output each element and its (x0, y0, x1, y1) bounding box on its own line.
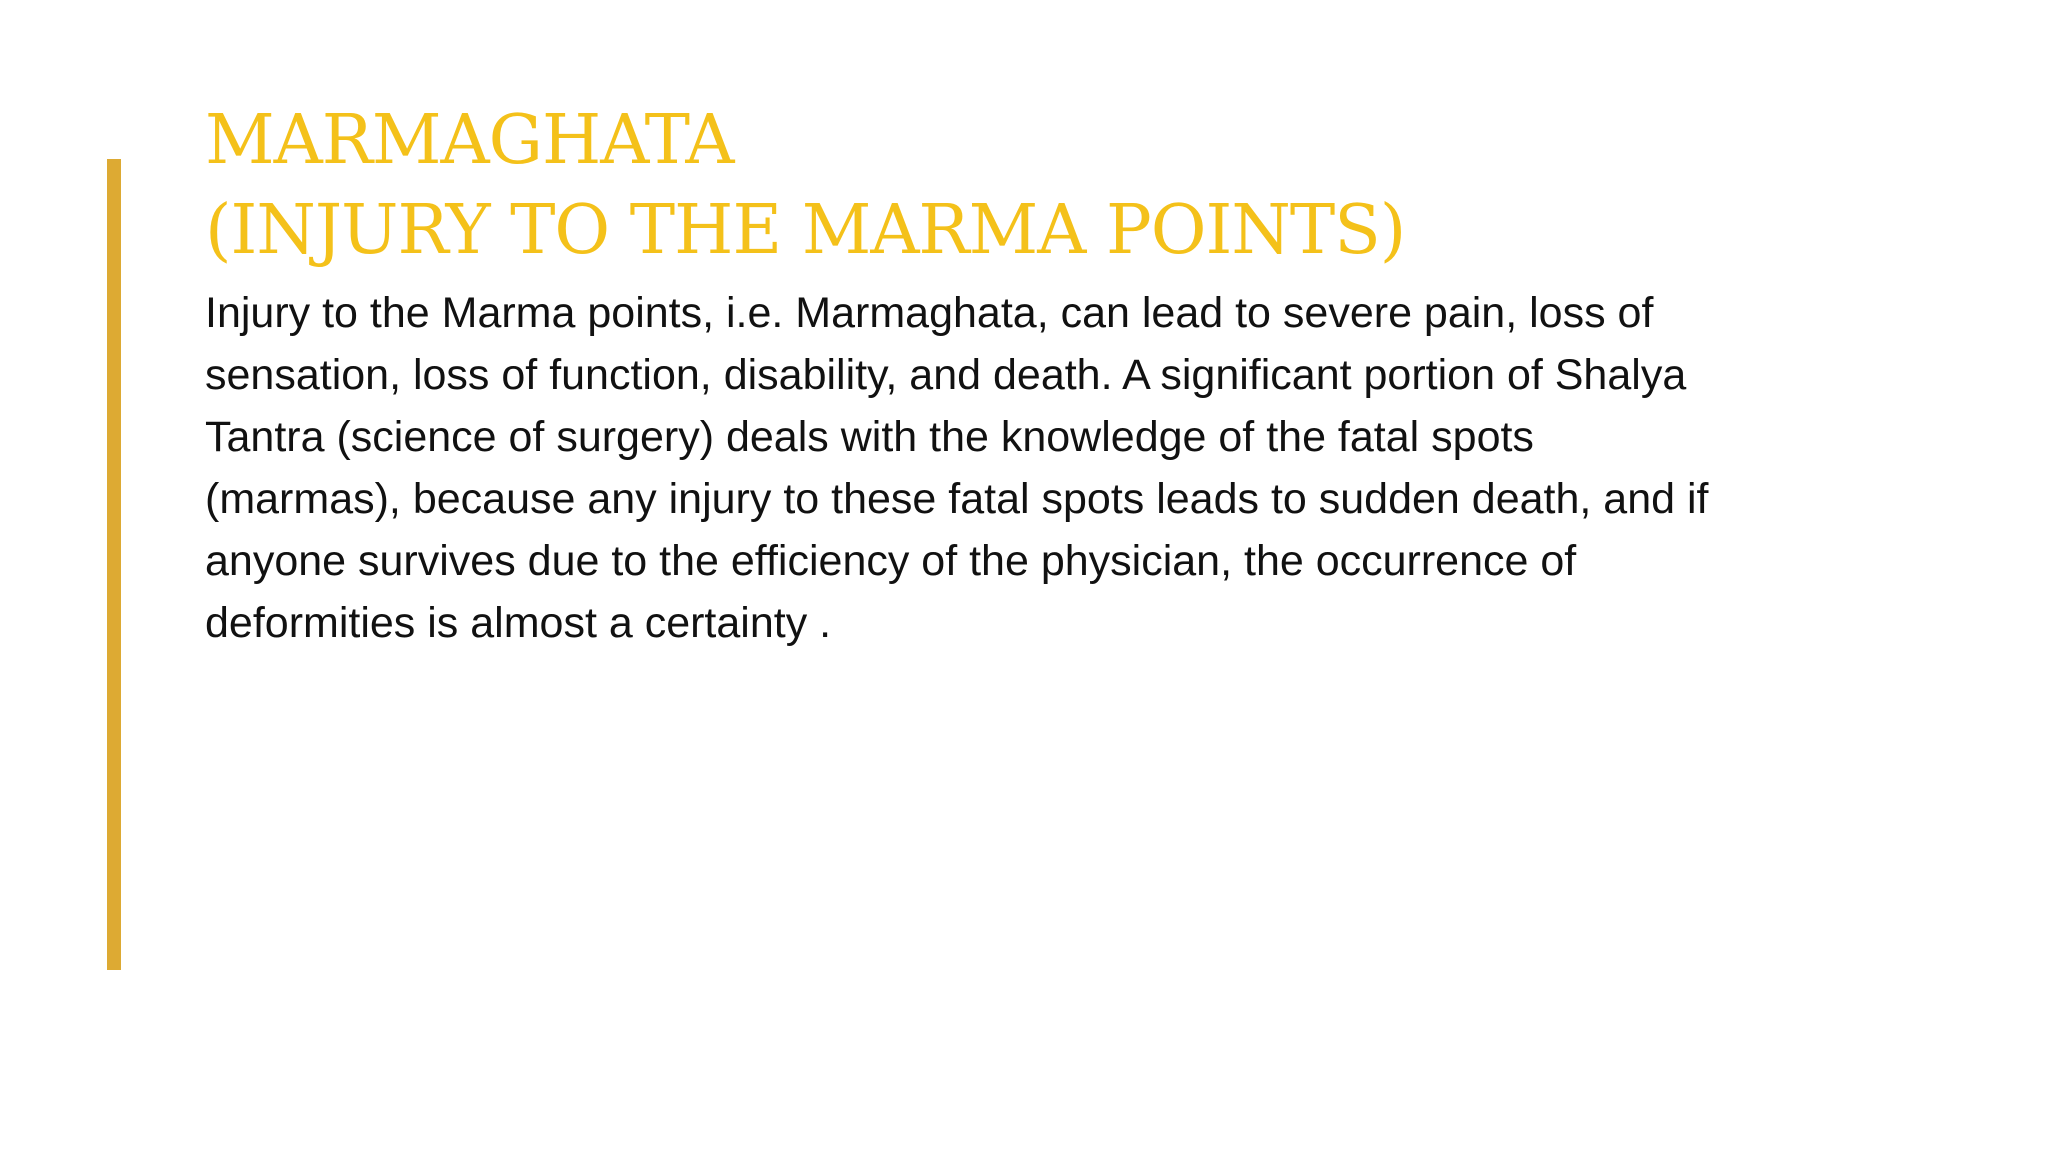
body-line-4: (marmas), because any injury to these fatal spots leads to sudden death, and if (205, 475, 1709, 523)
slide-title (205, 96, 1905, 276)
body-line-6: deformities is almost a certainty . (205, 599, 832, 647)
body-line-1: Injury to the Marma points, i.e. Marmaghata, can lead to severe pain, loss of (205, 289, 1654, 337)
body-line-5: anyone survives due to the efficiency of the physician, the occurrence of (205, 537, 1577, 585)
title-line-2: (INJURY TO THE MARMA POINTS) (205, 191, 1406, 270)
body-line-2: sensation, loss of function, disability, and death. A significant portion of Shalya (205, 351, 1687, 399)
title-line-1: MARMAGHATA (205, 101, 734, 180)
accent-bar (107, 159, 121, 970)
body-line-3: Tantra (science of surgery) deals with the knowledge of the fatal spots (205, 413, 1534, 461)
slide-body (205, 282, 1905, 654)
